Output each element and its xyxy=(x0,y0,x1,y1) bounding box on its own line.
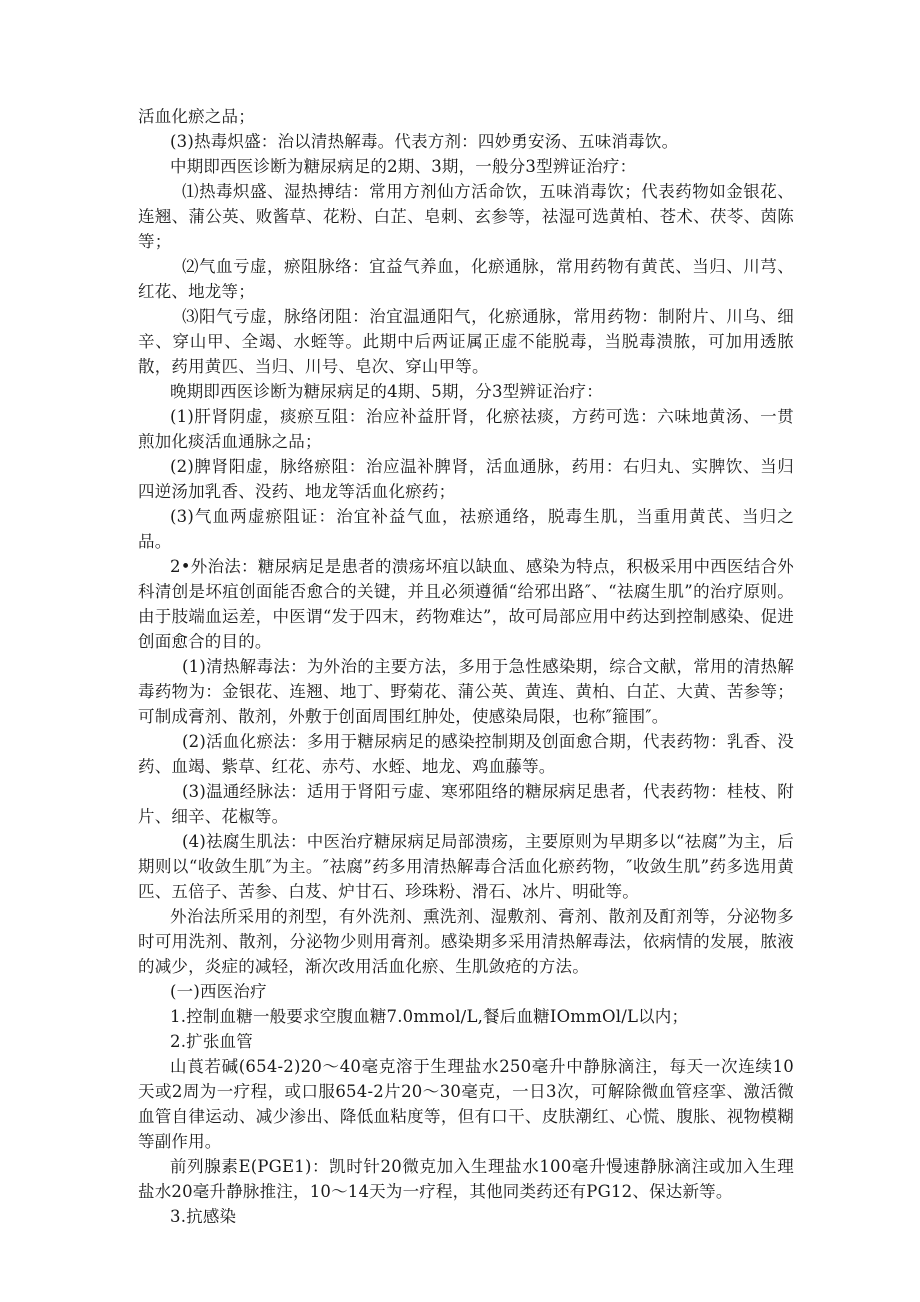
paragraph: 外治法所采用的剂型，有外洗剂、熏洗剂、湿敷剂、膏剂、散剂及酊剂等，分泌物多时可用洗剂、散剂，分泌物少则用膏剂。感染期多采用清热解毒法，依病情的发展，脓液的减少，炎症的减轻，渐次改用活血化瘀、生肌敛疮的方法。 xyxy=(138,907,794,976)
paragraph: 中期即西医诊断为糖尿病足的2期、3期，一般分3型辨证治疗： xyxy=(170,157,637,176)
paragraph: ⑶阳气亏虚，脉络闭阻：治宜温通阳气，化瘀通脉，常用药物：制附片、川乌、细辛、穿山甲、全竭、水蛭等。此期中后两证属正虚不能脱毒，当脱毒溃脓，可加用透脓散，药用黄匹、当归、川号、皂次、穿山甲等。 xyxy=(138,307,794,376)
paragraph: ⑴热毒炽盛、湿热搏结：常用方剂仙方活命饮，五味消毒饮；代表药物如金银花、连翘、蒲公英、败酱草、花粉、白芷、皂刺、玄参等，祛湿可选黄柏、苍术、茯苓、茵陈等； xyxy=(138,182,794,251)
document-page xyxy=(138,104,794,1229)
paragraph: (2)活血化瘀法：多用于糖尿病足的感染控制期及创面愈合期，代表药物：乳香、没药、血竭、紫草、红花、赤芍、水蛭、地龙、鸡血藤等。 xyxy=(138,732,794,776)
paragraph: 山莨若碱(654-2)20～40毫克溶于生理盐水250毫升中静脉滴注，每天一次连续10天或2周为一疗程，或口服654-2片20～30毫克，一日3次，可解除微血管痉挛、激活微血管自律运动、减少渗出、降低血粘度等，但有口干、皮肤潮红、心慌、腹胀、视物模糊等副作用。 xyxy=(138,1057,794,1151)
paragraph: (3)温通经脉法：适用于肾阳亏虚、寒邪阻络的糖尿病足患者，代表药物：桂枝、附片、细辛、花椒等。 xyxy=(138,782,794,826)
subsection-heading: 3.抗感染 xyxy=(170,1207,237,1226)
paragraph: 前列腺素E(PGE1)：凯时针20微克加入生理盐水100毫升慢速静脉滴注或加入生理盐水20毫升静脉推注，10～14天为一疗程，其他同类药还有PG12、保达新等。 xyxy=(138,1157,794,1201)
paragraph: (3)气血两虚瘀阻证：治宜补益气血，祛瘀通络，脱毒生肌，当重用黄芪、当归之品。 xyxy=(138,507,794,551)
subsection-heading: 2.扩张血管 xyxy=(170,1032,253,1051)
paragraph: (1)肝肾阴虚，痰瘀互阻：治应补益肝肾，化瘀祛痰，方药可选：六味地黄汤、一贯煎加化痰活血通脉之品； xyxy=(138,407,794,451)
paragraph: 晚期即西医诊断为糖尿病足的4期、5期，分3型辨证治疗： xyxy=(170,382,603,401)
paragraph: (3)热毒炽盛：治以清热解毒。代表方剂：四妙勇安汤、五味消毒饮。 xyxy=(170,132,679,151)
section-heading: (一)西医治疗 xyxy=(170,982,267,1001)
paragraph: ⑵气血亏虚，瘀阻脉络：宜益气养血，化瘀通脉，常用药物有黄芪、当归、川芎、红花、地龙等； xyxy=(138,257,794,301)
paragraph: (1)清热解毒法：为外治的主要方法，多用于急性感染期，综合文献，常用的清热解毒药物为：金银花、连翘、地丁、野菊花、蒲公英、黄连、黄柏、白芷、大黄、苦参等；可制成膏剂、散剂，外敷于创面周围红肿处，使感染局限，也称″箍围″。 xyxy=(138,657,794,726)
paragraph: 1.控制血糖一般要求空腹血糖7.0mmol∕L,餐后血糖IOmmOl/L以内； xyxy=(170,1007,689,1026)
paragraph: 活血化瘀之品； xyxy=(138,107,255,126)
paragraph: (2)脾肾阳虚，脉络瘀阻：治应温补脾肾，活血通脉，药用：右归丸、实脾饮、当归四逆汤加乳香、没药、地龙等活血化瘀药； xyxy=(138,457,794,501)
paragraph: 2•外治法：糖尿病足是患者的溃疡坏疽以缺血、感染为特点，积极采用中西医结合外科清创是坏疽创面能否愈合的关键，并且必须遵循“给邪出路″、“祛腐生肌”的治疗原则。由于肢端血运差，中医谓“发于四末，药物难达”，故可局部应用中药达到控制感染、促进创面愈合的目的。 xyxy=(138,557,794,651)
paragraph: (4)祛腐生肌法：中医治疗糖尿病足局部溃疡，主要原则为早期多以“祛腐”为主，后期则以“收敛生肌″为主。″祛腐”药多用清热解毒合活血化瘀药物，″收敛生肌”药多选用黄匹、五倍子、苦参、白芨、炉甘石、珍珠粉、滑石、冰片、明砒等。 xyxy=(138,832,794,901)
